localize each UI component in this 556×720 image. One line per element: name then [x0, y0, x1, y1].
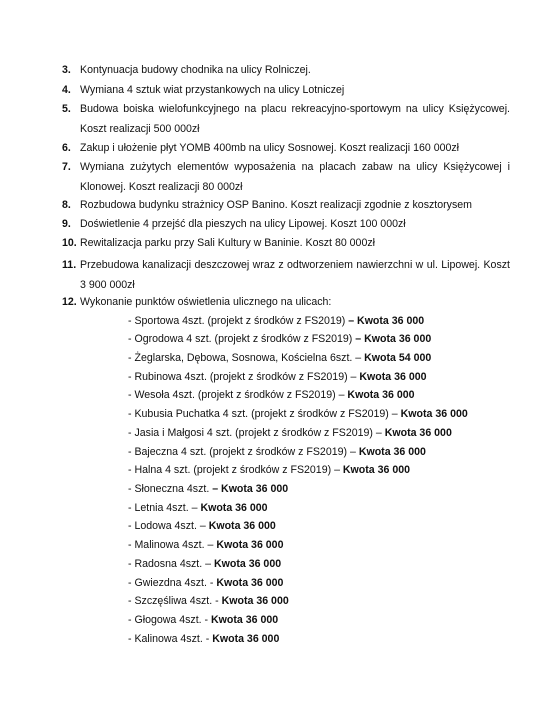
street-cost: Kwota 54 000: [364, 352, 432, 364]
street-text: - Kubusia Puchatka 4 szt. (projekt z środków z FS2019) –: [128, 408, 401, 420]
street-text: - Szczęśliwa 4szt. -: [128, 595, 222, 607]
item-text: Doświetlenie 4 przejść dla pieszych na ulicy Lipowej. Koszt 100 000zł: [80, 218, 406, 230]
street-entry: [128, 592, 528, 610]
street-entry: [128, 368, 528, 386]
item-number: 12.: [62, 296, 77, 308]
street-text: - Kalinowa 4szt. -: [128, 633, 213, 645]
item-text: Wymiana 4 sztuk wiat przystankowych na ulicy Lotniczej: [80, 84, 345, 96]
street-entry: [128, 330, 528, 348]
item-number: 3.: [62, 64, 71, 76]
list-item: [62, 60, 510, 80]
street-cost: Kwota 36 000: [211, 614, 279, 626]
item-number: 6.: [62, 142, 71, 154]
street-cost: – Kwota 36 000: [212, 483, 289, 495]
list-item: [62, 195, 510, 215]
list-item: [62, 138, 510, 158]
list-item: [62, 157, 510, 197]
street-entry: [128, 405, 528, 423]
street-entry: [128, 386, 528, 404]
item-number: 7.: [62, 161, 71, 173]
street-cost: Kwota 36 000: [216, 539, 284, 551]
street-cost: Kwota 36 000: [213, 558, 282, 570]
street-text: - Ogrodowa 4 szt. (projekt z środków z FS2019): [128, 333, 356, 345]
list-item: [62, 255, 510, 295]
street-entry: [128, 499, 528, 517]
street-text: - Malinowa 4szt. –: [128, 539, 217, 551]
list-item: [62, 80, 510, 100]
list-item: [62, 99, 510, 139]
street-cost: Kwota 36 000: [347, 389, 415, 401]
list-item: [62, 214, 510, 234]
item-text: Budowa boiska wielofunkcyjnego na placu rekreacyjno-sportowym na ulicy Księżycowej. Koszt realizacji 500 000zł: [80, 103, 510, 135]
list-item: [62, 292, 510, 312]
item-text: Rozbudowa budynku strażnicy OSP Banino. Koszt realizacji zgodnie z kosztorysem: [80, 199, 472, 211]
item-number: 9.: [62, 218, 71, 230]
street-text: - Słoneczna 4szt.: [128, 483, 213, 495]
street-cost: Kwota 36 000: [384, 427, 452, 439]
item-text: Przebudowa kanalizacji deszczowej wraz z odtworzeniem nawierzchni w ul. Lipowej. Koszt 3 900 000zł: [80, 259, 510, 291]
item-text: Wymiana zużytych elementów wyposażenia na placach zabaw na ulicy Księżycowej i Klonowej. Koszt realizacji 80 000zł: [80, 161, 510, 193]
street-entry: [128, 574, 528, 592]
street-cost: Kwota 36 000: [221, 595, 289, 607]
street-entry: [128, 443, 528, 461]
street-entry: [128, 312, 528, 330]
street-cost: Kwota 36 000: [400, 408, 468, 420]
street-cost: Kwota 36 000: [216, 577, 284, 589]
street-cost: Kwota 36 000: [200, 502, 268, 514]
street-entry: [128, 611, 528, 629]
street-text: - Głogowa 4szt. -: [128, 614, 212, 626]
item-number: 5.: [62, 103, 71, 115]
street-cost: Kwota 36 000: [212, 633, 280, 645]
item-number: 4.: [62, 84, 71, 96]
item-number: 10.: [62, 237, 77, 249]
street-text: - Radosna 4szt. –: [128, 558, 214, 570]
street-text: - Halna 4 szt. (projekt z środków z FS2019) –: [128, 464, 343, 476]
street-text: - Jasia i Małgosi 4 szt. (projekt z środków z FS2019) –: [128, 427, 385, 439]
street-text: - Bajeczna 4 szt. (projekt z środków z FS2019) –: [128, 446, 359, 458]
street-entry: [128, 480, 528, 498]
street-entry: [128, 349, 528, 367]
street-entry: [128, 461, 528, 479]
street-cost: Kwota 36 000: [358, 446, 426, 458]
item-number: 11.: [62, 259, 77, 271]
item-text: Rewitalizacja parku przy Sali Kultury w Baninie. Koszt 80 000zł: [80, 237, 375, 249]
list-item: [62, 233, 510, 253]
item-text: Zakup i ułożenie płyt YOMB 400mb na ulicy Sosnowej. Koszt realizacji 160 000zł: [80, 142, 460, 154]
street-entry: [128, 630, 528, 648]
street-text: - Wesoła 4szt. (projekt z środków z FS2019) –: [128, 389, 348, 401]
street-entry: [128, 517, 528, 535]
street-text: - Żeglarska, Dębowa, Sosnowa, Kościelna 6szt. –: [128, 352, 365, 364]
street-entry: [128, 424, 528, 442]
street-entry: [128, 536, 528, 554]
street-cost: – Kwota 36 000: [348, 315, 425, 327]
street-text: - Letnia 4szt. –: [128, 502, 201, 514]
street-cost: Kwota 36 000: [359, 371, 427, 383]
street-text: - Rubinowa 4szt. (projekt z środków z FS2019) –: [128, 371, 360, 383]
street-text: - Gwiezdna 4szt. -: [128, 577, 217, 589]
item-number: 8.: [62, 199, 71, 211]
street-entry: [128, 555, 528, 573]
street-text: - Lodowa 4szt. –: [128, 520, 209, 532]
item-text: Wykonanie punktów oświetlenia ulicznego na ulicach:: [80, 296, 332, 308]
item-text: Kontynuacja budowy chodnika na ulicy Rolniczej.: [80, 64, 311, 76]
street-text: - Sportowa 4szt. (projekt z środków z FS2019): [128, 315, 349, 327]
street-cost: Kwota 36 000: [208, 520, 276, 532]
street-cost: Kwota 36 000: [342, 464, 411, 476]
street-cost: – Kwota 36 000: [355, 333, 432, 345]
